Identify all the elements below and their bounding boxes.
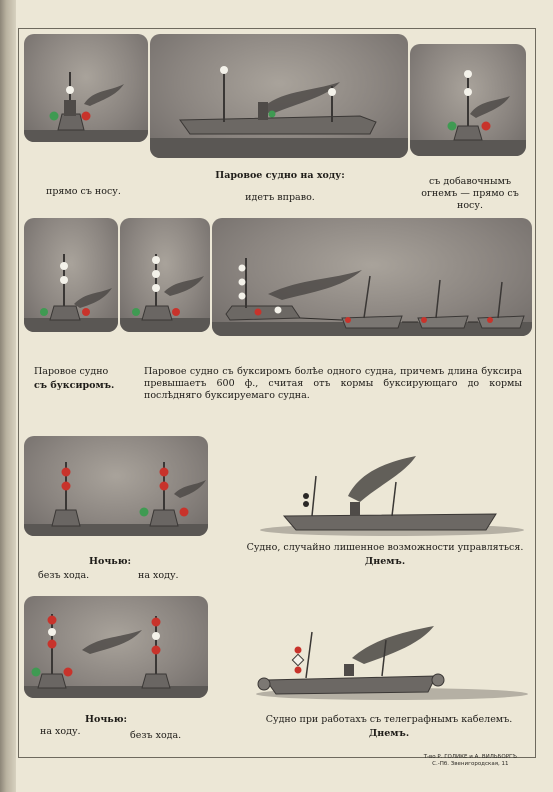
caption-by-day-1: Днемъ. [364,556,406,567]
panel-with-tow-2 [120,218,210,332]
night-1-illustration [24,436,208,536]
panel-not-under-command [256,446,528,542]
caption-with-tow-2: съ буксиромъ. [34,380,115,391]
with-tow-1-illustration [24,218,118,332]
panel-steamer-right [150,34,408,158]
caption-under-way-2: на ходу. [40,726,81,737]
caption-with-tow-1: Паровое судно [34,366,109,377]
caption-night-2: Ночью: [85,714,127,725]
caption-by-day-2: Днемъ. [368,728,410,739]
with-tow-2-illustration [120,218,210,332]
cable-work-illustration [252,614,532,706]
printer-imprint [424,754,517,768]
caption-head-on: прямо съ носу. [46,186,121,197]
caption-turning-right: идетъ вправо. [245,192,315,203]
printer-imprint-line1: Т-во Р. ГОЛИКЕ и А. ВИЛЬБОРГЪ [423,754,517,760]
panel-cable-work [252,614,532,706]
caption-no-way-2: безъ хода. [130,730,182,741]
extra-light-illustration [410,44,526,156]
head-on-illustration [24,34,148,142]
steamer-right-illustration [150,34,408,158]
caption-long-tow: Паровое судно съ буксиромъ болѣе одного судна, причемъ длина буксира превышаетъ 600 ф., считая отъ кормы буксирующаго до кормы послѣдняго буксируемаго судна. [144,366,522,401]
panel-night-1 [24,436,208,536]
night-2-illustration [24,596,208,698]
book-binding [0,0,16,792]
long-tow-illustration [212,218,532,336]
printer-imprint-line2: С.-Пб. Звенигородская, 11 [432,761,509,767]
panel-extra-light [410,44,526,156]
caption-steamer-underway: Паровое судно на ходу: [215,170,345,181]
panel-night-2 [24,596,208,698]
caption-no-way-1: безъ хода. [38,570,90,581]
caption-not-under-command: Судно, случайно лишенное возможности управляться. [246,542,524,553]
panel-long-tow [212,218,532,336]
caption-under-way-1: на ходу. [138,570,179,581]
caption-extra-light: съ добавочнымъ огнемъ — прямо съ носу. [421,176,519,211]
panel-head-on [24,34,148,142]
panel-with-tow-1 [24,218,118,332]
not-under-command-illustration [256,446,528,542]
caption-cable-work: Судно при работахъ съ телеграфнымъ кабелемъ. [265,714,513,725]
caption-night-1: Ночью: [89,556,131,567]
